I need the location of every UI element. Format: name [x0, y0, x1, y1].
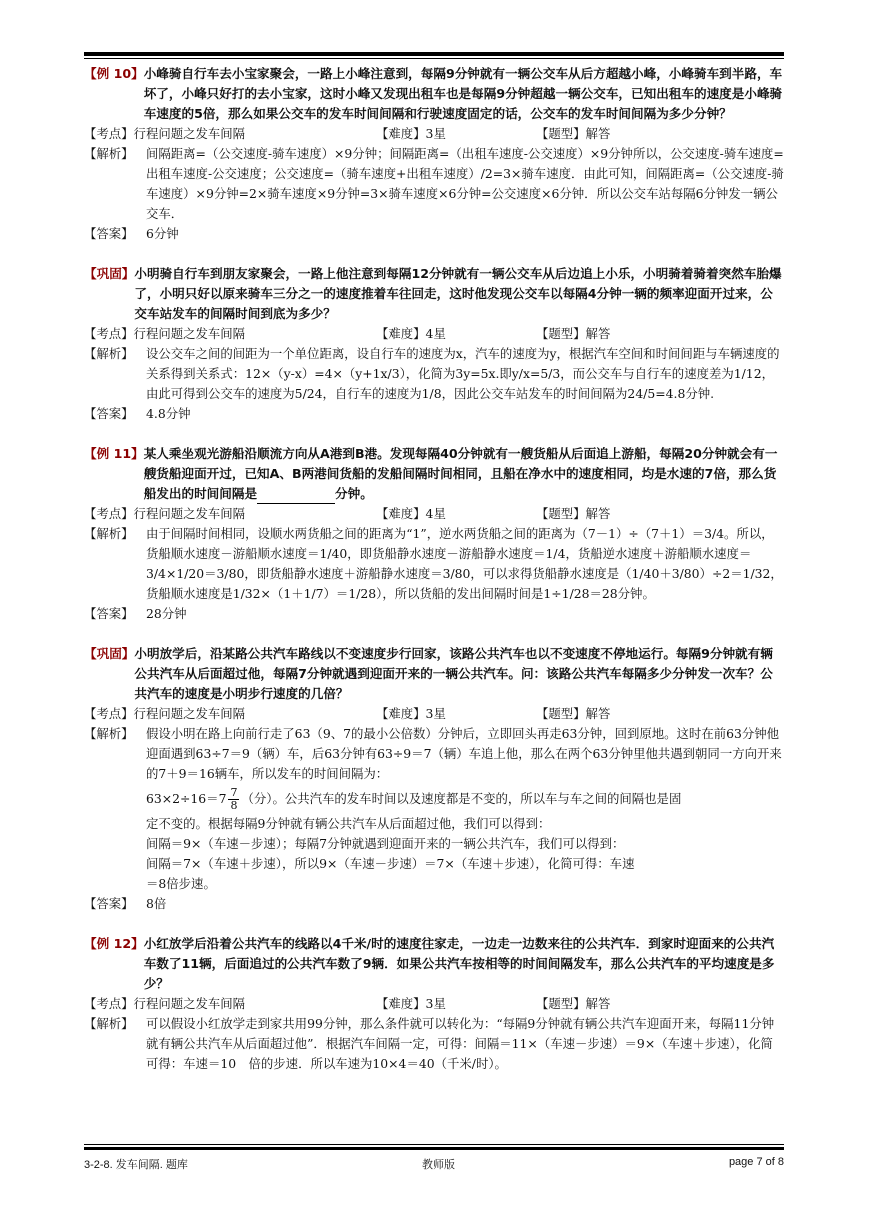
- header-rule-thick: [84, 52, 784, 56]
- problem-tag: 【例 12】: [84, 936, 144, 951]
- problem-practice-1: [84, 264, 784, 424]
- formula-line: [146, 784, 784, 814]
- answer-text: 4.8分钟: [146, 406, 191, 421]
- problem-tag: 【例 11】: [84, 446, 144, 461]
- problem-tag: 【例 10】: [84, 66, 144, 81]
- question-text-part-b: 分钟。: [335, 486, 373, 501]
- kaodian: 【考点】行程问题之发车间隔: [84, 126, 246, 141]
- tixing: 【题型】解答: [536, 126, 611, 141]
- analysis-text: ＝8倍步速。: [146, 876, 216, 891]
- kaodian: 【考点】行程问题之发车间隔: [84, 326, 246, 341]
- analysis: [84, 144, 784, 224]
- meta-row: [84, 124, 784, 144]
- analysis-label: 【解析】: [84, 526, 134, 541]
- analysis: [84, 344, 784, 404]
- nandu: 【难度】3星: [376, 706, 446, 721]
- problem-example-10: [84, 64, 784, 244]
- analysis: [84, 524, 784, 604]
- answer-label: 【答案】: [84, 896, 134, 911]
- footer-edition: 教师版: [422, 1159, 455, 1171]
- answer: [84, 894, 784, 914]
- meta-row: [84, 704, 784, 724]
- question-text: 小红放学后沿着公共汽车的线路以4千米/时的速度往家走，一边走一边数来往的公共汽车．到家时迎面来的公共汽车数了11辆，后面追过的公共汽车数了9辆．如果公共汽车按相等的时间间隔发车，那么公共汽车的平均速度是多少？: [143, 936, 775, 991]
- tixing: 【题型】解答: [536, 506, 611, 521]
- answer-blank: [257, 489, 335, 504]
- analysis-text: 间隔距离=（公交速度-骑车速度）×9分钟；间隔距离=（出租车速度-公交速度）×9分钟所以，公交速度-骑车速度=出租车速度-公交速度；公交速度=（骑车速度+出租车速度）/2=3×骑车速度．由此可知，间隔距离=（公交速度-骑车速度）×9分钟=2×骑车速度×9分钟=3×骑车速度×6分钟=公交速度×6分钟．所以公交车站每隔6分钟发一辆公交车．: [146, 146, 784, 221]
- footer-rule-thin: [84, 1144, 784, 1145]
- nandu: 【难度】3星: [376, 126, 446, 141]
- kaodian: 【考点】行程问题之发车间隔: [84, 996, 246, 1011]
- analysis-text: 假设小明在路上向前行走了63（9、7的最小公倍数）分钟后，立即回头再走63分钟，回到原地。这时在前63分钟他迎面遇到63÷7＝9（辆）车，后63分钟有63÷9＝7（辆）车追上他，那么在两个63分钟里他共遇到朝同一方向开来的7＋9＝16辆车，所以发车的时间间隔为：: [146, 726, 782, 781]
- analysis-label: 【解析】: [84, 146, 134, 161]
- problem-list: [84, 64, 784, 1094]
- meta-row: [84, 504, 784, 524]
- nandu: 【难度】3星: [376, 996, 446, 1011]
- nandu: 【难度】4星: [376, 506, 446, 521]
- analysis-text: 由于间隔时间相同，设顺水两货船之间的距离为“1”，逆水两货船之间的距离为（7－1）÷（7＋1）＝3/4。所以，货船顺水速度－游船顺水速度＝1/40，即货船静水速度－游船静水速度＝1/4，货船逆水速度＋游船顺水速度＝3/4×1/20＝3/80，即货船静水速度＋游船静水速度＝3/80，可以求得货船静水速度是（1/40＋3/80）÷2＝1/32，货船顺水速度是1/32×（1＋1/7）＝1/28），所以货船的发出间隔时间是1÷1/28＝28分钟。: [146, 526, 783, 601]
- question: [84, 264, 784, 324]
- footer-page-number: page 7 of 8: [728, 1156, 784, 1168]
- tixing: 【题型】解答: [536, 706, 611, 721]
- question-text-part-a: 某人乘坐观光游船沿顺流方向从A港到B港。发现每隔40分钟就有一艘货船从后面追上游船，每隔20分钟就会有一艘货船迎面开过，已知A、B两港间货船的发船间隔时间相同，且船在净水中的速度相同，均是水速的7倍，那么货船发出的时间间隔是: [143, 446, 778, 501]
- analysis-text: 间隔＝7×（车速＋步速），所以9×（车速－步速）＝7×（车速＋步速），化简可得：车速: [146, 856, 635, 871]
- question-text: 小明放学后，沿某路公共汽车路线以不变速度步行回家，该路公共汽车也以不变速度不停地运行。每隔9分钟就有辆公共汽车从后面超过他，每隔7分钟就遇到迎面开来的一辆公共汽车。问：该路公共汽车每隔多少分钟发一次车？公共汽车的速度是小明步行速度的几倍？: [134, 646, 773, 701]
- answer-label: 【答案】: [84, 226, 134, 241]
- problem-tag: 【巩固】: [84, 266, 135, 281]
- fraction: [228, 787, 239, 812]
- formula-expression: 63×2÷16＝7: [146, 791, 227, 806]
- answer: [84, 604, 784, 624]
- question: [84, 644, 784, 704]
- meta-row: [84, 324, 784, 344]
- answer-text: 28分钟: [146, 606, 187, 621]
- tixing: 【题型】解答: [536, 996, 611, 1011]
- analysis: [84, 724, 784, 894]
- tixing: 【题型】解答: [536, 326, 611, 341]
- problem-example-11: [84, 444, 784, 624]
- problem-example-12: [84, 934, 784, 1074]
- analysis-label: 【解析】: [84, 346, 134, 361]
- fraction-denominator: 8: [230, 799, 238, 812]
- analysis-label: 【解析】: [84, 1016, 134, 1031]
- problem-practice-2: [84, 644, 784, 914]
- question-text: [144, 444, 784, 504]
- analysis-text: 可以假设小红放学走到家共用99分钟，那么条件就可以转化为：“每隔9分钟就有辆公共汽车迎面开来，每隔11分钟就有辆公共汽车从后面超过他”．根据汽车间隔一定，可得：间隔＝11×（车速－步速）＝9×（车速＋步速），化简可得：车速＝10 倍的步速．所以车速为10×4＝40（千米/时）。: [146, 1016, 775, 1071]
- answer: [84, 224, 784, 244]
- nandu: 【难度】4星: [376, 326, 446, 341]
- question-text: 小峰骑自行车去小宝家聚会，一路上小峰注意到，每隔9分钟就有一辆公交车从后方超越小峰，小峰骑车到半路，车坏了，小峰只好打的去小宝家，这时小峰又发现出租车也是每隔9分钟超越一辆公交车，已知出租车的速度是小峰骑车速度的5倍，那么如果公交车的发车时间间隔和行驶速度固定的话，公交车的发车时间间隔为多少分钟？: [143, 66, 783, 121]
- question-text: 小明骑自行车到朋友家聚会，一路上他注意到每隔12分钟就有一辆公交车从后边追上小乐，小明骑着骑着突然车胎爆了，小明只好以原来骑车三分之一的速度推着车往回走，这时他发现公交车以每隔4分钟一辆的频率迎面开过来，公交车站发车的间隔时间到底为多少？: [134, 266, 782, 321]
- kaodian: 【考点】行程问题之发车间隔: [84, 506, 246, 521]
- header-rule-thin: [84, 58, 784, 59]
- fraction-numerator: 7: [230, 786, 238, 799]
- analysis-text: 设公交车之间的间距为一个单位距离，设自行车的速度为x，汽车的速度为y，根据汽车空间和时间间距与车辆速度的关系得到关系式：12×（y-x）=4×（y+1x/3），化简为3y=5x.即y/x=5/3，而公交车与自行车的速度差为1/12，由此可得到公交车的速度为5/24，自行车的速度为1/8，因此公交车站发车的时间间隔为24/5=4.8分钟.: [146, 346, 780, 401]
- answer-label: 【答案】: [84, 406, 134, 421]
- question: [84, 934, 784, 994]
- answer: [84, 404, 784, 424]
- analysis-label: 【解析】: [84, 726, 134, 741]
- meta-row: [84, 994, 784, 1014]
- question: [84, 444, 784, 504]
- footer-doc-title: 3-2-8. 发车间隔. 题库: [84, 1159, 188, 1171]
- answer-label: 【答案】: [84, 606, 134, 621]
- question: [84, 64, 784, 124]
- kaodian: 【考点】行程问题之发车间隔: [84, 706, 246, 721]
- problem-tag: 【巩固】: [84, 646, 135, 661]
- answer-text: 8倍: [146, 896, 167, 911]
- analysis-body: [146, 724, 784, 894]
- footer-rule-thick: [84, 1147, 784, 1150]
- analysis-text: 定不变的。根据每隔9分钟就有辆公共汽车从后面超过他，我们可以得到：: [146, 816, 551, 831]
- analysis-text: 间隔＝9×（车速－步速）；每隔7分钟就遇到迎面开来的一辆公共汽车，我们可以得到：: [146, 836, 625, 851]
- answer-text: 6分钟: [146, 226, 179, 241]
- analysis: [84, 1014, 784, 1074]
- formula-continuation: （分）。公共汽车的发车时间以及速度都是不变的，所以车与车之间的间隔也是固: [241, 791, 682, 806]
- document-page: [84, 0, 784, 1228]
